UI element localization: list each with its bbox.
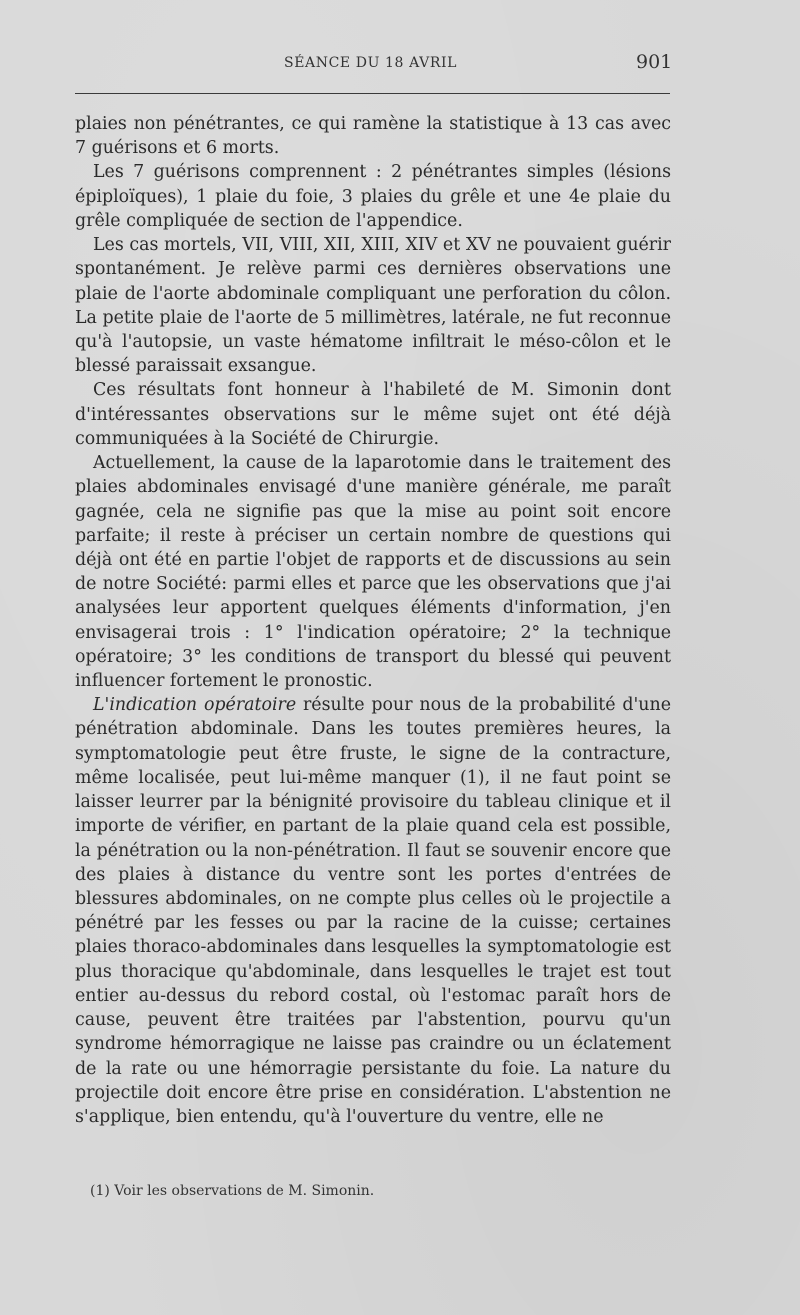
page-number: 901 [636, 51, 673, 73]
paragraph-indication [75, 693, 671, 1129]
running-title: SÉANCE DU 18 AVRIL [284, 55, 457, 71]
running-head [0, 51, 800, 75]
header-rule [75, 93, 670, 94]
paragraph-resultats: Ces résultats font honneur à l'habileté de M. Simonin dont d'intéressantes observations sur le même sujet ont été déjà communiquées à la Société de Chirurgie. [75, 380, 671, 449]
footnote: (1) Voir les observations de M. Simonin. [90, 1183, 375, 1199]
paragraph-cas-mortels: Les cas mortels, VII, VIII, XII, XIII, XIV et XV ne pouvaient guérir spontanément. Je relève parmi ces dernières observations une plaie de l'aorte abdominale compliquant une perforation du côlon. La petite plaie de l'aorte de 5 millimètres, latérale, ne fut reconnue qu'à l'autopsie, un vaste hématome infiltrait le méso-côlon et le blessé paraissait exsangue. [75, 235, 671, 377]
body-text [75, 112, 671, 1129]
paragraph-indication-text: résulte pour nous de la probabilité d'une pénétration abdominale. Dans les toutes premières heures, la symptomatologie peut être fruste, le signe de la contracture, même localisée, peut lui-même manquer (1), il ne faut point se laisser leurrer par la bénignité provisoire du tableau clinique et il importe de vérifier, en partant de la plaie quand cela est possible, la pénétration ou la non-pénétration. Il faut se souvenir encore que des plaies à distance du ventre sont les portes d'entrées de blessures abdominales, on ne compte plus celles où le projectile a pénétré par les fesses ou par la racine de la cuisse; certaines plaies thoraco-abdominales dans lesquelles la symptomatologie est plus thoracique qu'abdominale, dans lesquelles le trajet est tout entier au-dessus du rebord costal, où l'estomac paraît hors de cause, peuvent être traitées par l'abstention, pourvu qu'un syndrome hémorragique ne laisse pas craindre ou un éclatement de la rate ou une hémorragie persistante du foie. La nature du projectile doit encore être prise en considération. L'abstention ne s'applique, bien entendu, qu'à l'ouverture du ventre, elle ne [75, 695, 671, 1127]
paragraph-actuellement: Actuellement, la cause de la laparotomie dans le traitement des plaies abdominales envisagé d'une manière générale, me paraît gagnée, cela ne signifie pas que la mise au point soit encore parfaite; il reste à préciser un certain nombre de questions qui déjà ont été en partie l'objet de rapports et de discussions au sein de notre Société: parmi elles et parce que les observations que j'ai analysées leur apportent quelques éléments d'information, j'en envisagerai trois : 1° l'indication opératoire; 2° la technique opératoire; 3° les conditions de transport du blessé qui peuvent influencer fortement le pronostic. [75, 453, 671, 692]
paragraph-guerisons: Les 7 guérisons comprennent : 2 pénétrantes simples (lésions épiploïques), 1 plaie du foie, 3 plaies du grêle et une 4e plaie du grêle compliquée de section de l'appendice. [75, 162, 671, 231]
italic-heading: L'indication opératoire [93, 695, 297, 716]
paragraph-continuation: plaies non pénétrantes, ce qui ramène la statistique à 13 cas avec 7 guérisons et 6 morts. [75, 114, 671, 159]
